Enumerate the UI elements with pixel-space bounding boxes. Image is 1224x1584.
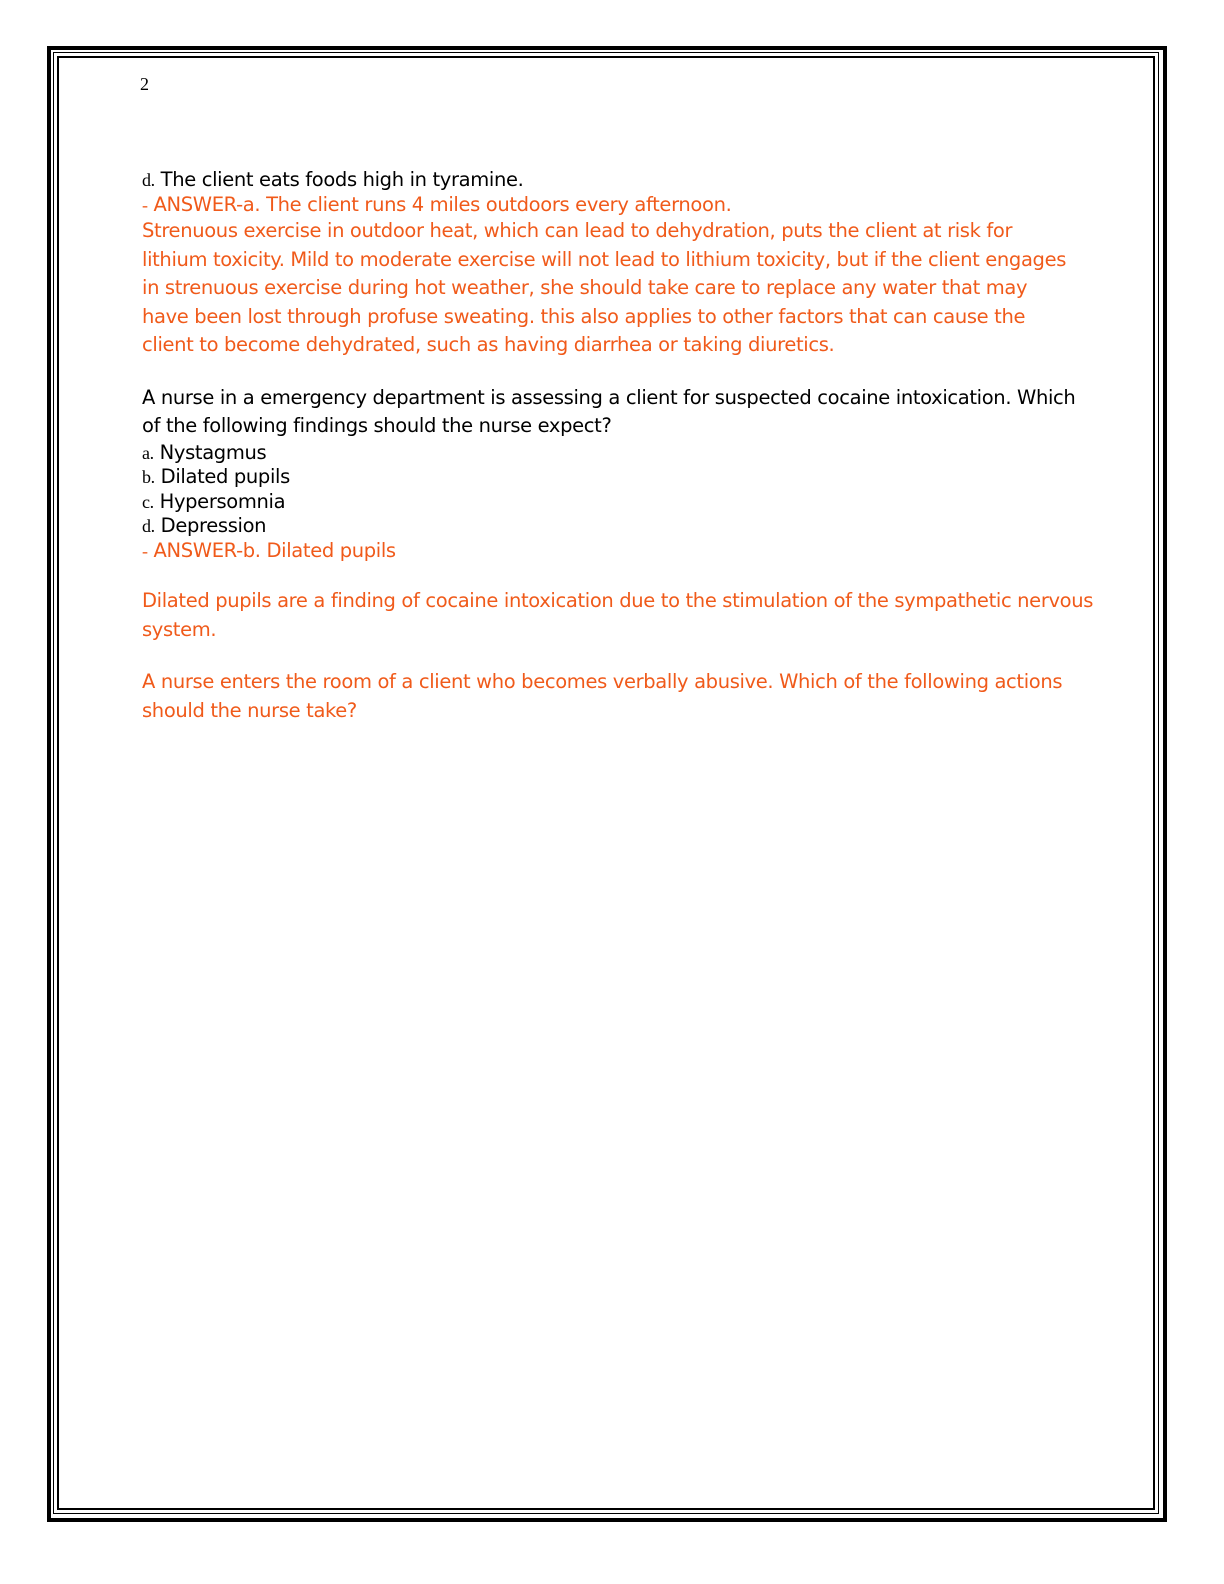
page-number: 2 — [140, 74, 149, 94]
spacer — [142, 563, 1092, 587]
q2-question-line: A nurse in a emergency department is assessing a client for suspected cocaine intoxication. Which — [142, 385, 1076, 409]
q2-block — [142, 384, 1092, 564]
option-text: The client eats foods high in tyramine. — [160, 168, 524, 191]
answer-dash: - — [142, 540, 148, 561]
option-text: Depression — [160, 514, 267, 537]
q1-answer — [142, 193, 1092, 218]
option-text: Dilated pupils — [160, 465, 290, 488]
q1-rationale-line: in strenuous exercise during hot weather, she should take care to replace any water that may — [142, 276, 1028, 299]
q3-block — [142, 668, 1092, 725]
q1-rationale-line: have been lost through profuse sweating. this also applies to other factors that can cause the — [142, 304, 1026, 328]
document-body — [142, 168, 1092, 725]
q2-question-line: of the following findings should the nurse expect? — [142, 414, 612, 437]
q1-block — [142, 168, 1092, 360]
q2-rationale — [142, 587, 1092, 644]
q2-rationale-line: Dilated pupils are a finding of cocaine intoxication due to the stimulation of the sympathetic nervous — [142, 589, 1094, 612]
q3-question-line: A nurse enters the room of a client who becomes verbally abusive. Which of the following actions — [142, 670, 1063, 693]
answer-text: ANSWER-a. The client runs 4 miles outdoors every afternoon. — [153, 192, 732, 216]
option-letter: b. — [142, 467, 155, 487]
q2-option-b — [142, 465, 1092, 490]
option-letter: a. — [142, 442, 154, 463]
option-text: Nystagmus — [159, 440, 267, 464]
q1-rationale-line: Strenuous exercise in outdoor heat, which can lead to dehydration, puts the client at risk for — [142, 219, 1013, 242]
q1-rationale-line: client to become dehydrated, such as having diarrhea or taking diuretics. — [142, 333, 835, 356]
q2-rationale-line: system. — [142, 617, 217, 641]
q2-option-d — [142, 514, 1092, 539]
option-text: Hypersomnia — [159, 489, 286, 513]
spacer — [142, 644, 1092, 668]
q3-question-line: should the nurse take? — [142, 698, 357, 722]
answer-dash: - — [142, 194, 148, 215]
option-letter: d. — [142, 516, 155, 536]
answer-text: ANSWER-b. Dilated pupils — [153, 538, 396, 562]
q1-rationale-line: lithium toxicity. Mild to moderate exercise will not lead to lithium toxicity, but if the client engages — [142, 247, 1067, 271]
q2-option-a — [142, 441, 1092, 466]
option-letter: d. — [142, 170, 155, 190]
option-letter: c. — [142, 491, 154, 512]
q2-option-c — [142, 490, 1092, 515]
spacer — [142, 360, 1092, 384]
q1-option-d — [142, 168, 1092, 193]
q2-answer — [142, 539, 1092, 564]
